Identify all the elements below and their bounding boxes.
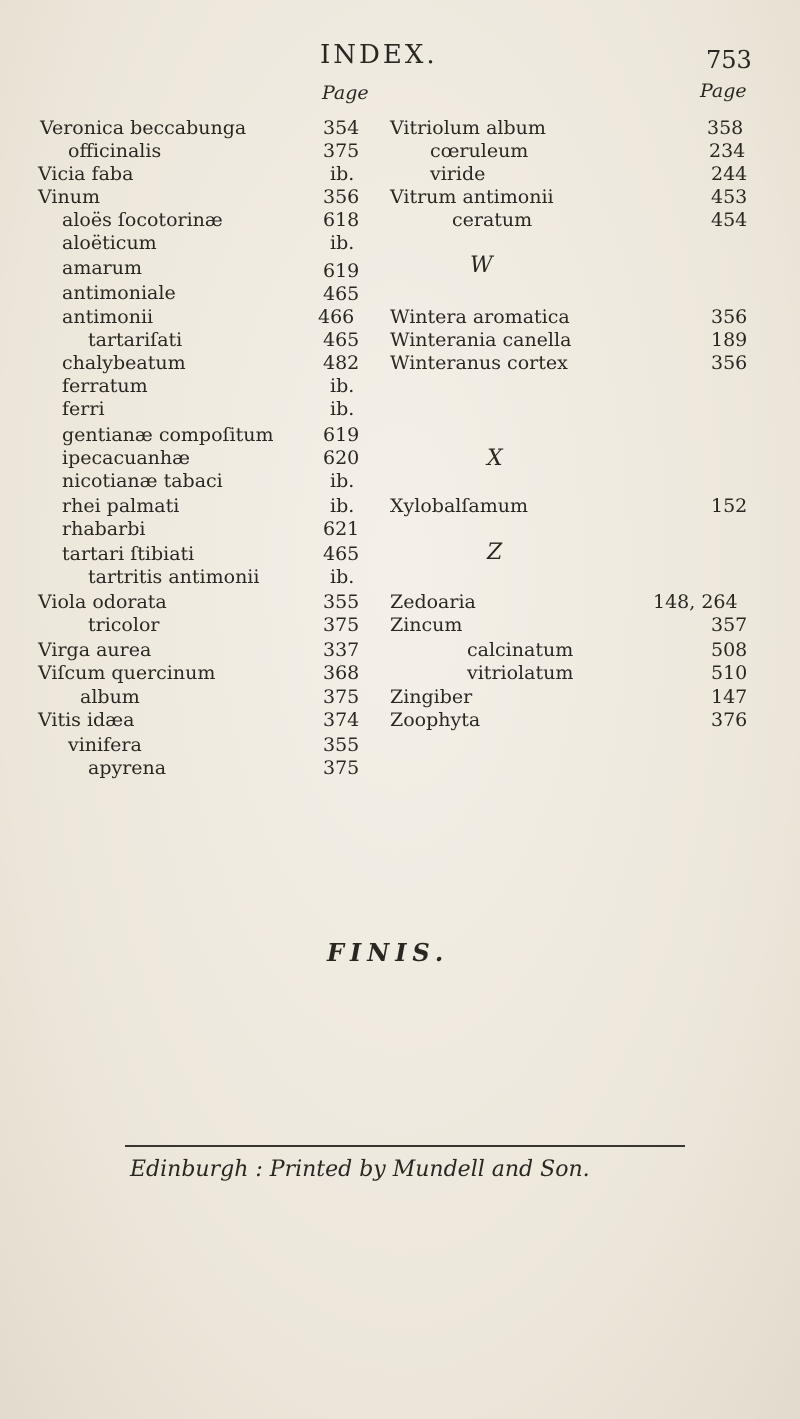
index-entry: Wintera aromatica — [390, 306, 570, 328]
index-page-ref: 466 — [318, 306, 355, 328]
index-page-ref: 375 — [323, 140, 360, 162]
index-entry: Vitis idæa — [38, 709, 135, 731]
section-letter-x: X — [487, 446, 503, 471]
index-page-ref: 356 — [711, 306, 748, 328]
index-page-ref: 358 — [707, 117, 744, 139]
header — [0, 40, 800, 80]
index-page-ref: ib. — [330, 470, 355, 492]
index-page-ref: ib. — [330, 495, 355, 517]
index-page-ref: ib. — [330, 398, 355, 420]
index-entry: rhabarbi — [62, 518, 146, 540]
index-entry: officinalis — [68, 140, 162, 162]
right-page-label: Page — [700, 80, 747, 102]
index-page-ref: 375 — [323, 757, 360, 779]
index-page-ref: 356 — [711, 352, 748, 374]
index-page-ref: 148, 264 — [653, 591, 738, 613]
index-entry: Xylobalſamum — [390, 495, 528, 517]
index-entry: antimonii — [62, 306, 154, 328]
index-entry: calcinatum — [467, 639, 574, 661]
index-entry: vitriolatum — [467, 662, 574, 684]
index-page-ref: 619 — [323, 260, 360, 282]
index-page-ref: 147 — [711, 686, 748, 708]
index-entry: aloëticum — [62, 232, 157, 254]
index-page-ref: ib. — [330, 163, 355, 185]
index-entry: Viſcum quercinum — [38, 662, 216, 684]
index-entry: nicotianæ tabaci — [62, 470, 223, 492]
index-entry: Vitrum antimonii — [390, 186, 554, 208]
index-page-ref: 453 — [711, 186, 748, 208]
index-page-ref: 189 — [711, 329, 748, 351]
index-page-ref: ib. — [330, 232, 355, 254]
index-page-ref: 355 — [323, 591, 360, 613]
index-entry: gentianæ compoſitum — [62, 424, 274, 446]
index-entry: Winterania canella — [390, 329, 572, 351]
index-entry: tricolor — [88, 614, 160, 636]
index-page-ref: 510 — [711, 662, 748, 684]
index-entry: chalybeatum — [62, 352, 186, 374]
index-page-ref: 234 — [709, 140, 746, 162]
index-page-ref: 465 — [323, 329, 360, 351]
index-page-ref: 355 — [323, 734, 360, 756]
index-page-ref: 244 — [711, 163, 748, 185]
index-page-ref: 374 — [323, 709, 360, 731]
index-entry: Viola odorata — [38, 591, 167, 613]
index-page-ref: 354 — [323, 117, 360, 139]
index-entry: Vitriolum album — [390, 117, 546, 139]
index-entry: antimoniale — [62, 282, 176, 304]
index-page-ref: ib. — [330, 566, 355, 588]
index-entry: Virga aurea — [38, 639, 152, 661]
index-entry: ferri — [62, 398, 105, 420]
index-entry: album — [80, 686, 140, 708]
index-entry: tartari ſtibiati — [62, 543, 195, 565]
index-page-ref: 337 — [323, 639, 360, 661]
index-entry: tartariſati — [88, 329, 183, 351]
index-entry: Zincum — [390, 614, 463, 636]
index-page-ref: 375 — [323, 686, 360, 708]
index-entry: Winteranus cortex — [390, 352, 568, 374]
index-entry: viride — [430, 163, 486, 185]
index-entry: tartritis antimonii — [88, 566, 260, 588]
index-page-ref: 618 — [323, 209, 360, 231]
index-page-ref: 465 — [323, 283, 360, 305]
index-page-ref: 619 — [323, 424, 360, 446]
section-letter-z: Z — [487, 540, 503, 565]
page-number: 753 — [706, 46, 752, 74]
index-page-ref: 376 — [711, 709, 748, 731]
printer-imprint: Edinburgh : Printed by Mundell and Son. — [130, 1157, 590, 1182]
finis: FINIS. — [327, 938, 450, 967]
divider-rule — [125, 1145, 685, 1147]
left-page-label: Page — [322, 82, 369, 104]
index-entry: vinifera — [68, 734, 142, 756]
index-entry: Zoophyta — [390, 709, 481, 731]
index-page-ref: 356 — [323, 186, 360, 208]
index-entry: cœruleum — [430, 140, 529, 162]
index-page-ref: 508 — [711, 639, 748, 661]
index-entry: ipecacuanhæ — [62, 447, 190, 469]
index-page-ref: 152 — [711, 495, 748, 517]
index-entry: Zingiber — [390, 686, 473, 708]
index-entry: Vicia faba — [38, 163, 134, 185]
index-entry: ceratum — [452, 209, 533, 231]
index-entry: aloës ſocotorinæ — [62, 209, 223, 231]
index-entry: ferratum — [62, 375, 148, 397]
index-title: INDEX. — [320, 40, 438, 70]
index-entry: Veronica beccabunga — [40, 117, 247, 139]
index-page-ref: 620 — [323, 447, 360, 469]
index-page-ref: 621 — [323, 518, 360, 540]
index-page-ref: 454 — [711, 209, 748, 231]
index-page-ref: 368 — [323, 662, 360, 684]
index-entry: amarum — [62, 257, 143, 279]
index-entry: apyrena — [88, 757, 167, 779]
section-letter-w: W — [470, 253, 493, 278]
index-entry: Vinum — [38, 186, 100, 208]
index-entry: rhei palmati — [62, 495, 180, 517]
index-page-ref: ib. — [330, 375, 355, 397]
index-page-ref: 357 — [711, 614, 748, 636]
index-page-ref: 465 — [323, 543, 360, 565]
index-page-ref: 375 — [323, 614, 360, 636]
index-entry: Zedoaria — [390, 591, 476, 613]
index-page-ref: 482 — [323, 352, 360, 374]
